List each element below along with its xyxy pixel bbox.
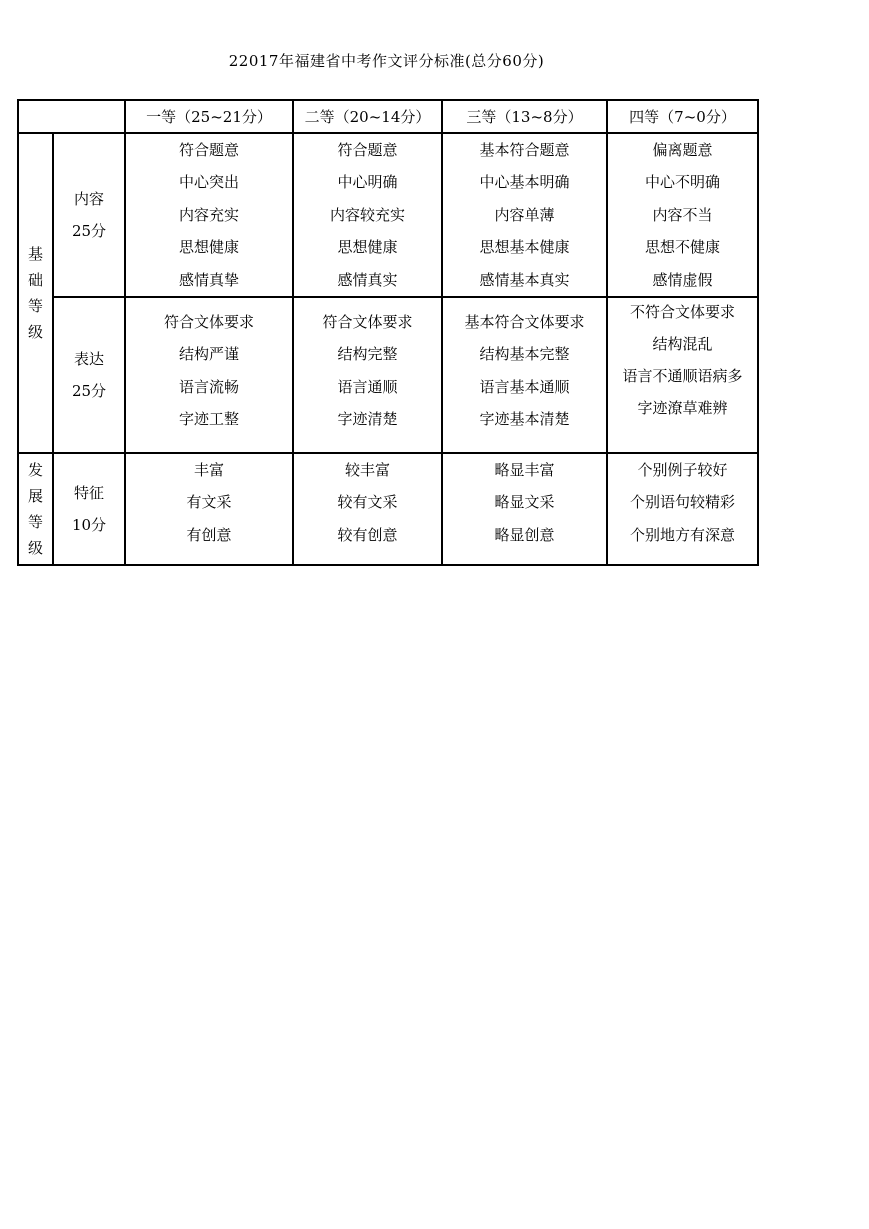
expression-label-cell — [53, 297, 125, 453]
criterion-text: 字迹基本清楚 — [479, 410, 570, 429]
criterion-text: 结构混乱 — [652, 335, 713, 354]
content-name: 内容 — [73, 190, 104, 209]
criterion-text: 较丰富 — [344, 461, 390, 480]
document-title: 22017年福建省中考作文评分标准(总分60分) — [228, 52, 545, 70]
criterion-text: 较有文采 — [337, 493, 398, 512]
criterion-text: 中心明确 — [337, 173, 398, 192]
features-name: 特征 — [73, 484, 104, 503]
basic-label-char: 等 — [27, 297, 43, 316]
criterion-text: 个别语句较精彩 — [629, 493, 735, 512]
features-label-cell — [53, 453, 125, 565]
criterion-text: 语言不通顺语病多 — [622, 367, 743, 386]
features-grade-4-cell — [607, 453, 758, 565]
criterion-text: 字迹清楚 — [337, 410, 398, 429]
criterion-text: 偏离题意 — [652, 141, 713, 159]
criterion-text: 思想健康 — [178, 238, 239, 257]
criterion-text: 基本符合文体要求 — [464, 313, 585, 332]
criterion-text: 感情基本真实 — [479, 270, 570, 289]
criterion-text: 基本符合题意 — [479, 141, 570, 159]
expression-grade-2-cell — [293, 297, 442, 453]
criterion-text: 结构基本完整 — [479, 345, 570, 364]
development-label-char: 等 — [27, 513, 43, 532]
criterion-text: 个别例子较好 — [637, 461, 728, 480]
criterion-text: 思想不健康 — [644, 238, 720, 257]
criterion-text: 字迹工整 — [178, 410, 239, 429]
criterion-text: 略显丰富 — [494, 461, 555, 480]
criterion-text: 中心不明确 — [644, 173, 720, 192]
criterion-text: 略显创意 — [494, 525, 555, 544]
criterion-text: 符合文体要求 — [163, 313, 254, 332]
basic-level-label — [18, 133, 53, 453]
criterion-text: 语言通顺 — [337, 377, 398, 396]
features-grade-1-cell — [125, 453, 293, 565]
criterion-text: 不符合文体要求 — [629, 303, 735, 322]
criterion-text: 结构严谨 — [178, 345, 239, 364]
criterion-text: 感情真实 — [337, 270, 398, 289]
content-grade-1-cell — [125, 133, 293, 297]
criterion-text: 中心突出 — [178, 173, 239, 192]
content-row — [18, 133, 758, 297]
header-corner-cell — [18, 100, 125, 133]
criterion-text: 略显文采 — [494, 493, 555, 512]
content-grade-3-cell — [442, 133, 607, 297]
development-row — [18, 453, 758, 565]
criterion-text: 中心基本明确 — [479, 173, 570, 192]
criterion-text: 内容充实 — [178, 205, 239, 224]
expression-row — [18, 297, 758, 453]
header-grade-2: 二等（20~14分） — [293, 100, 442, 133]
criterion-text: 思想健康 — [337, 238, 398, 257]
features-grade-2-cell — [293, 453, 442, 565]
content-grade-4-cell — [607, 133, 758, 297]
content-grade-2-cell — [293, 133, 442, 297]
expression-grade-3-cell — [442, 297, 607, 453]
criterion-text: 符合题意 — [178, 141, 239, 159]
criterion-text: 结构完整 — [337, 345, 398, 364]
basic-label-char: 基 — [27, 245, 43, 264]
features-grade-3-cell — [442, 453, 607, 565]
expression-grade-4-cell — [607, 297, 758, 453]
criterion-text: 内容不当 — [652, 205, 713, 224]
criterion-text: 符合文体要求 — [322, 313, 413, 332]
content-label-cell — [53, 133, 125, 297]
criterion-text: 有创意 — [186, 525, 232, 544]
criterion-text: 字迹潦草难辨 — [637, 399, 728, 418]
criterion-text: 语言流畅 — [178, 377, 239, 396]
criterion-text: 丰富 — [193, 461, 224, 480]
development-label-char: 展 — [27, 487, 43, 506]
criterion-text: 内容较充实 — [329, 205, 405, 224]
criterion-text: 感情虚假 — [652, 270, 713, 289]
criterion-text: 较有创意 — [337, 525, 398, 544]
development-label-char: 发 — [27, 461, 43, 480]
criterion-text: 符合题意 — [337, 141, 398, 159]
header-row — [18, 100, 758, 133]
criterion-text: 内容单薄 — [494, 205, 555, 224]
features-points: 10分 — [71, 516, 107, 535]
criterion-text: 个别地方有深意 — [629, 525, 735, 544]
criterion-text: 感情真挚 — [178, 270, 239, 289]
header-grade-1: 一等（25~21分） — [125, 100, 293, 133]
criterion-text: 语言基本通顺 — [479, 377, 570, 396]
expression-points: 25分 — [71, 382, 107, 401]
scoring-rubric-table — [17, 99, 759, 566]
criterion-text: 有文采 — [186, 493, 232, 512]
basic-label-char: 级 — [27, 323, 43, 342]
expression-grade-1-cell — [125, 297, 293, 453]
development-level-label — [18, 453, 53, 565]
criterion-text: 思想基本健康 — [479, 238, 570, 257]
expression-name: 表达 — [73, 350, 104, 369]
basic-label-char: 础 — [27, 271, 43, 290]
development-label-char: 级 — [27, 539, 43, 558]
content-points: 25分 — [71, 222, 107, 241]
header-grade-4: 四等（7~0分） — [607, 100, 758, 133]
header-grade-3: 三等（13~8分） — [442, 100, 607, 133]
